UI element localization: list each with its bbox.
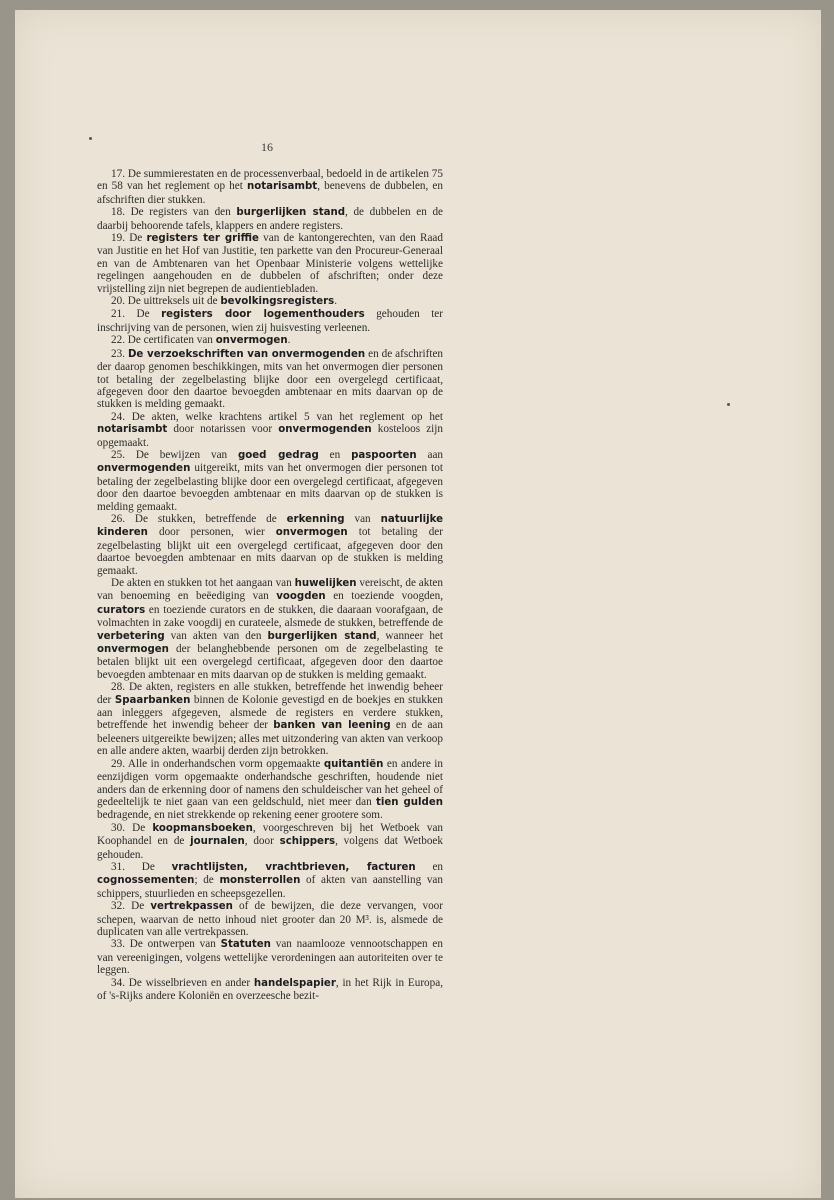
text-run: kosteloos zijn opgemaakt. (97, 423, 443, 449)
article-paragraph (97, 411, 443, 449)
text-run: vereischt, de akten van benoeming en beëediging van (97, 577, 443, 603)
article-paragraph (97, 861, 443, 900)
article-paragraph (97, 900, 443, 938)
article-paragraph (97, 295, 443, 308)
text-run: en de aan beleeners uitgereikte bewijzen; alles met uitzondering van akten van verkoop en alle andere akten, waarbij derden zijn betrokken. (97, 719, 443, 758)
text-run: , volgens dat Wetboek gehouden. (97, 835, 443, 861)
text-run: , wanneer het (376, 629, 444, 642)
text-run: van de kantongerechten, van den Raad van Justitie en het Hof van Justitie, ten parkette van den Procureur-Generaal en van de Ambtenaren van het Openbaar Ministerie volgens wettelijke regelingen aangehouden en de dubbelen of afschriften; onder deze vrijstelling zijn niet begrepen de audientiebladen. (97, 232, 443, 295)
text-run: 18. De registers van den (111, 206, 237, 219)
bold-term: onvermogen (215, 335, 288, 347)
text-run: 25. De bewijzen van (111, 448, 238, 461)
text-run: van (344, 512, 381, 525)
text-run: 26. De stukken, betreffende de (111, 512, 287, 525)
bold-term: onvermogenden (97, 463, 191, 475)
bold-term: burgerlijken stand (236, 207, 346, 219)
text-run: van akten van den (164, 629, 268, 642)
article-paragraph (97, 232, 443, 295)
bold-term: registers door logementhouders (161, 309, 365, 321)
text-run: , benevens de dubbelen, en afschriften dier stukken. (97, 180, 443, 206)
bold-term: paspoorten (351, 449, 417, 461)
text-run: 17. De summierestaten en de processenverbaal, bedoeld in de artikelen 75 en 58 van het reglement op het (97, 168, 443, 193)
bold-term: notarisambt (246, 181, 318, 193)
bold-term: vrachtlijsten, vrachtbrieven, facturen (171, 861, 416, 873)
text-run: en (318, 448, 352, 461)
text-run: 21. De (111, 308, 162, 321)
article-paragraph (97, 938, 443, 976)
bold-term: journalen (190, 836, 245, 848)
article-paragraph (97, 513, 443, 577)
bold-term: onvermogenden (278, 424, 372, 436)
text-run: 31. De (111, 860, 172, 873)
bold-term: erkenning (286, 513, 345, 525)
bold-term: cognossementen (97, 875, 195, 887)
text-run: uitgereikt, mits van het onvermogen dier personen tot betaling der zegelbelasting blijke door een overgelegd certificaat, afgegeven door den daartoe bevoegden ambtenaar en mits daarvan op de stukken is melding gemaakt. (97, 462, 443, 513)
bold-term: vertrekpassen (150, 901, 233, 913)
text-run: . (334, 295, 338, 308)
text-run: 23. (111, 347, 128, 360)
article-paragraph (97, 168, 443, 206)
article-paragraph (97, 977, 443, 1003)
bold-term: koopmansboeken (152, 822, 253, 834)
text-run: 28. De akten, registers en alle stukken, betreffende het inwendig beheer der (97, 681, 443, 706)
article-paragraph (97, 348, 443, 411)
text-run: en (415, 860, 444, 873)
text-run: 34. De wisselbrieven en ander (111, 976, 254, 989)
article-paragraph (97, 206, 443, 232)
speck (727, 403, 730, 406)
text-run: of akten van aanstelling van schippers, stuurlieden en scheepsgezellen. (97, 874, 443, 900)
page-number: 16 (261, 140, 273, 154)
text-run: 22. De certificaten van (111, 334, 216, 347)
text-run: 33. De ontwerpen van (111, 938, 221, 951)
bold-term: verbetering (97, 630, 165, 642)
bold-term: goed gedrag (237, 449, 319, 461)
text-run: , door (244, 835, 280, 848)
text-run: 24. De akten, welke krachtens artikel 5 van het reglement op het (111, 410, 443, 423)
bold-term: bevolkingsregisters (220, 296, 335, 308)
text-run: De akten en stukken tot het aangaan van (111, 577, 295, 589)
bold-term: huwelijken (294, 578, 357, 589)
text-run: 19. De (111, 232, 147, 245)
bold-term: Spaarbanken (114, 694, 191, 706)
bold-term: notarisambt (97, 424, 168, 436)
text-run: , in het Rijk in Europa, of 's-Rijks andere Koloniën en overzeesche bezit- (97, 976, 444, 1002)
article-paragraph (97, 577, 443, 681)
text-run: binnen de Kolonie gevestigd en de boekjes en stukken aan inleggers afgegeven, alsmede de registers en verdere stukken, betreffende het inwendig beheer der (97, 693, 443, 732)
text-run: en andere in eenzijdigen vorm opgemaakte onderhandsche geschriften, houdende niet anders dan de erkenning door of namens den schuldeischer van het geheel of gedeeltelijk te niet gaan van een geldschuld, niet meer dan (97, 757, 444, 808)
bold-term: De verzoekschriften van onvermogenden (127, 348, 366, 360)
article-paragraph (97, 334, 443, 347)
article-paragraph (97, 449, 443, 513)
text-run: , de dubbelen en de daarbij behoorende tafels, klappers en andere registers. (97, 206, 444, 232)
text-run: en de afschriften der daarop genomen beschikkingen, mits van het onvermogen dier personen tot betaling der zegelbelasting blijke door een overgelegd certificaat, afgegeven door den daartoe bevoegden ambtenaar en mits daarvan op de stukken is melding gemaakt. (97, 347, 444, 411)
bold-term: onvermogen (275, 527, 348, 539)
text-run: of de bewijzen, die deze vervangen, voor schepen, waarvan de netto inhoud niet grooter dan 20 M³. is, alsmede de duplicaten van alle vertrekpassen. (97, 900, 444, 938)
text-run: bedragende, en niet strekkende op rekening eener grootere som. (97, 809, 383, 822)
article-paragraph (97, 822, 443, 861)
text-run: . (287, 334, 291, 347)
body-text (97, 168, 443, 1002)
bold-term: onvermogen (97, 644, 169, 656)
bold-term: burgerlijken stand (267, 630, 377, 642)
text-run: 29. Alle in onderhandschen vorm opgemaakte (111, 757, 324, 770)
bold-term: natuurlijke kinderen (97, 513, 443, 539)
text-run: door personen, wier (147, 526, 276, 539)
bold-term: quitantiën (323, 758, 384, 770)
article-paragraph (97, 681, 443, 757)
bold-term: schippers (279, 836, 336, 848)
article-paragraph (97, 758, 443, 822)
bold-term: handelspapier (253, 977, 336, 989)
text-run: 20. De uittreksels uit de (111, 295, 221, 308)
text-run: 32. De (111, 900, 151, 913)
bold-term: voogden (276, 591, 326, 603)
text-run: 30. De (111, 821, 153, 834)
bold-term: banken van leening (273, 720, 391, 732)
text-run: en toeziende voogden, (325, 590, 443, 603)
bold-term: curators (97, 604, 146, 616)
text-run: door notarissen voor (167, 423, 279, 436)
text-run: en toeziende curators en de stukken, die daaraan voorafgaan, de volmachten in zake voogdij en curateele, alsmede de stukken, betreffende de (97, 603, 443, 630)
text-run: ; de (194, 874, 220, 887)
document-page (15, 10, 821, 1198)
text-run: aan (416, 448, 444, 461)
text-run: gehouden ter inschrijving van de personen, wien zij huisvesting verleenen. (97, 308, 444, 334)
text-run: , voorgeschreven bij het Wetboek van Koophandel en de (97, 821, 443, 848)
text-run: der belanghebbende personen om de zegelbelasting te betalen blijkt uit een overgelegd certificaat, afgegeven door den daartoe bevoegden ambtenaar en mits daarvan op de stukken is melding gemaakt. (97, 643, 443, 681)
speck (89, 137, 92, 140)
article-paragraph (97, 308, 443, 334)
bold-term: Statuten (220, 939, 271, 951)
bold-term: tien gulden (375, 796, 444, 808)
bold-term: registers ter griffie (146, 233, 259, 245)
text-run: tot betaling der zegelbelasting blijkt uit een overgelegd certificaat, afgegeven door den daartoe bevoegden ambtenaar en mits daarvan op de stukken is melding gemaakt. (97, 526, 443, 577)
text-run: van naamlooze vennootschappen en van vereenigingen, volgens wettelijke verordeningen aan autoriteiten over te leggen. (97, 938, 443, 977)
bold-term: monsterrollen (219, 875, 301, 887)
